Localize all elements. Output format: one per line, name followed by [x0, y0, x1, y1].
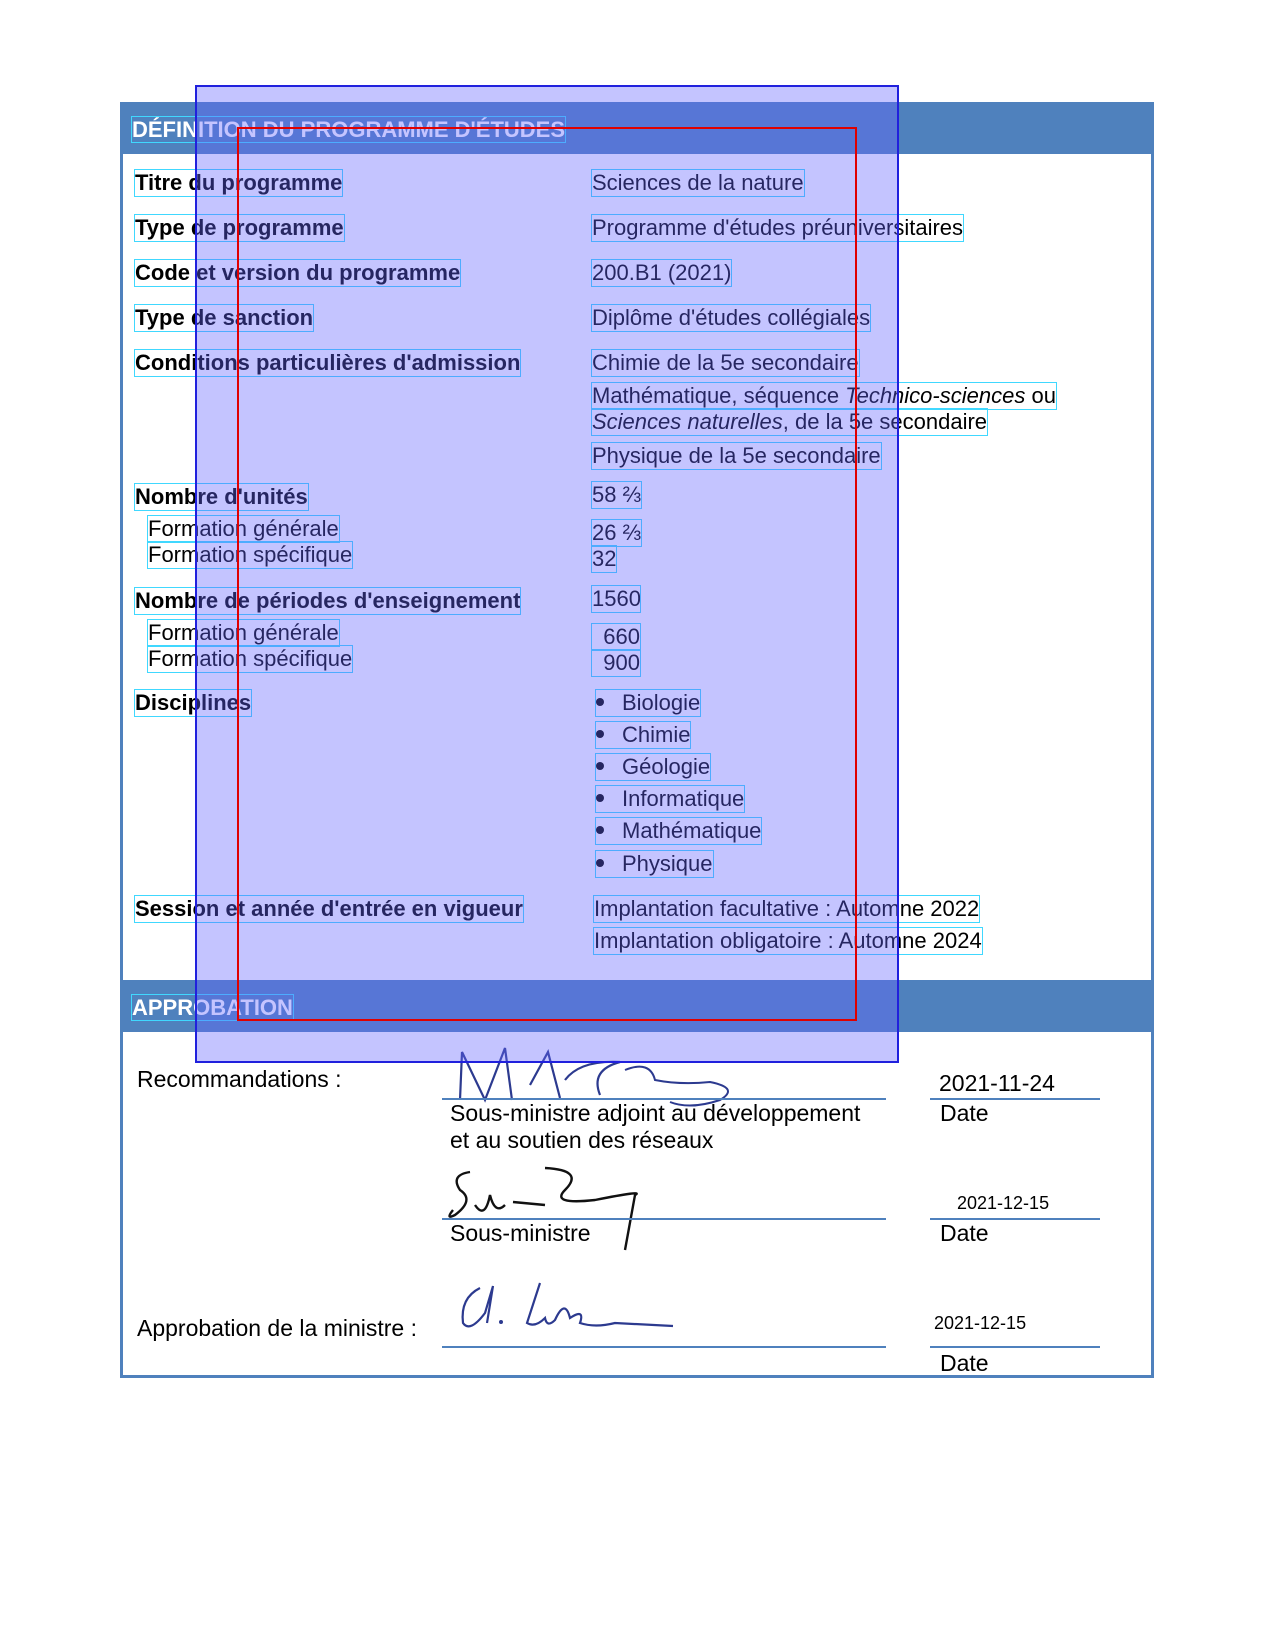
condition-math-line1: Mathématique, séquence Technico-sciences ou: [592, 383, 1056, 408]
titre-value: Sciences de la nature: [592, 170, 804, 195]
unites-spec-value: 32: [592, 546, 617, 571]
discipline-item: Chimie: [596, 722, 690, 748]
signature-line-3: [442, 1346, 886, 1348]
unites-value: 58 ⅔: [592, 482, 641, 507]
sig2-date-label: Date: [940, 1220, 989, 1246]
discipline-item: Biologie: [596, 690, 700, 716]
type-label: Type de programme: [135, 215, 344, 240]
discipline-item: Géologie: [596, 754, 710, 780]
session-label: Session et année d'entrée en vigueur: [135, 896, 523, 921]
session-facultative: Implantation facultative : Automne 2022: [594, 896, 980, 921]
recommandations-label: Recommandations :: [137, 1066, 342, 1092]
sig1-role-line1: Sous-ministre adjoint au développement: [450, 1100, 861, 1126]
highlight-box: [237, 127, 857, 1021]
sig2-date: 2021-12-15: [957, 1193, 1050, 1213]
periodes-gen-value: 660: [592, 624, 640, 650]
unites-spec-label: Formation spécifique: [148, 542, 353, 567]
conditions-label: Conditions particulières d'admission: [135, 350, 521, 375]
definition-title: DÉFINITION DU PROGRAMME D'ÉTUDES: [132, 117, 566, 142]
signature-3: [455, 1278, 685, 1338]
sig3-date: 2021-12-15: [934, 1313, 1027, 1333]
unites-gen-value: 26 ⅔: [592, 520, 641, 545]
condition-math-line2: Sciences naturelles, de la 5e secondaire: [592, 409, 988, 434]
session-obligatoire: Implantation obligatoire : Automne 2024: [594, 928, 982, 953]
date-line-3: [930, 1346, 1100, 1348]
sig1-role-line2: et au soutien des réseaux: [450, 1127, 714, 1153]
ministre-label: Approbation de la ministre :: [137, 1315, 417, 1341]
periodes-value: 1560: [592, 586, 641, 611]
periodes-spec-value: 900: [592, 650, 640, 676]
sanction-value: Diplôme d'études collégiales: [592, 305, 871, 330]
titre-label: Titre du programme: [135, 170, 343, 195]
sig1-date-label: Date: [940, 1100, 989, 1126]
unites-label: Nombre d'unités: [135, 484, 308, 509]
type-value: Programme d'études préuniversitaires: [592, 215, 964, 240]
periodes-spec-label: Formation spécifique: [148, 646, 353, 671]
code-value: 200.B1 (2021): [592, 260, 732, 285]
discipline-item: Physique: [596, 851, 713, 877]
condition-physique: Physique de la 5e secondaire: [592, 443, 881, 468]
sig2-role: Sous-ministre: [450, 1220, 591, 1246]
sig1-date: 2021-11-24: [939, 1070, 1055, 1096]
approbation-title: APPROBATION: [132, 995, 293, 1020]
disciplines-label: Disciplines: [135, 690, 252, 715]
periodes-gen-label: Formation générale: [148, 620, 339, 645]
unites-gen-label: Formation générale: [148, 516, 339, 541]
discipline-item: Mathématique: [596, 818, 761, 844]
code-label: Code et version du programme: [135, 260, 461, 285]
condition-chimie: Chimie de la 5e secondaire: [592, 350, 859, 375]
periodes-label: Nombre de périodes d'enseignement: [135, 588, 521, 613]
sig3-date-label: Date: [940, 1350, 989, 1376]
discipline-item: Informatique: [596, 786, 744, 812]
sanction-label: Type de sanction: [135, 305, 314, 330]
